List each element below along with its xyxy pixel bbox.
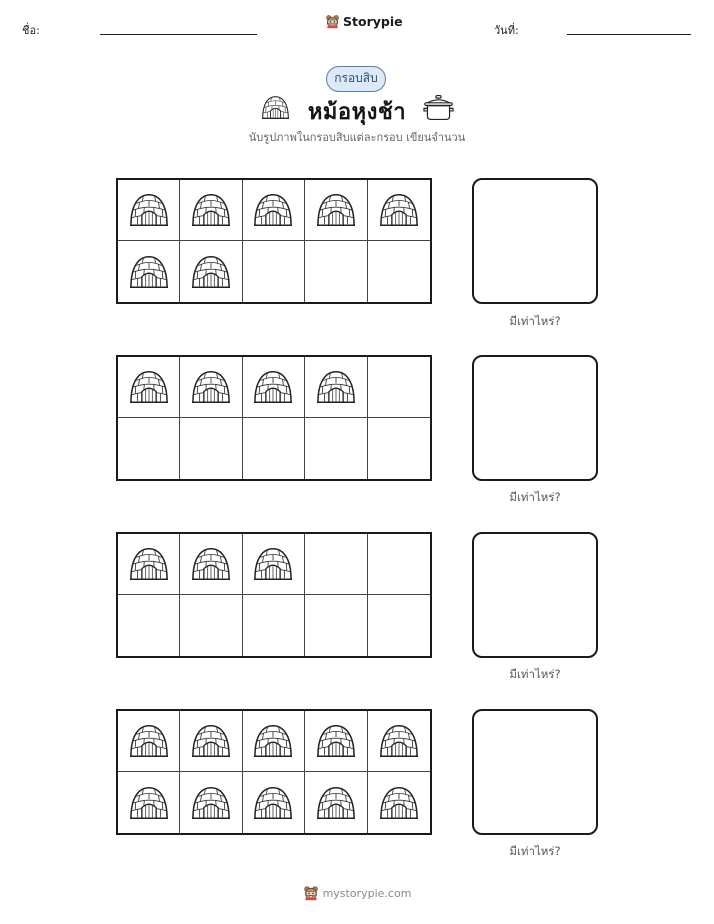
question-1: มีเท่าไหร่?	[509, 314, 561, 328]
frame-cell	[368, 772, 430, 833]
footer	[0, 884, 714, 902]
frame-cell	[243, 711, 305, 772]
ten-frame-1	[116, 178, 432, 304]
name-label: ชื่อ:	[22, 24, 40, 37]
frame-cell	[118, 534, 180, 595]
frame-cell	[243, 418, 305, 479]
cooking-pot-icon	[421, 93, 456, 122]
answer-box-3[interactable]	[472, 532, 598, 658]
answer-box-2[interactable]	[472, 355, 598, 481]
igloo-icon	[315, 191, 357, 229]
frame-cell	[243, 241, 305, 302]
date-label: วันที่:	[494, 24, 519, 37]
frame-cell	[305, 711, 367, 772]
igloo-icon	[190, 784, 232, 822]
frame-cell	[368, 180, 430, 241]
igloo-icon	[252, 368, 294, 406]
category-badge: กรอบสิบ	[326, 66, 386, 92]
frame-cell	[243, 180, 305, 241]
brand-logo	[325, 13, 403, 30]
frame-cell	[118, 711, 180, 772]
igloo-icon	[128, 191, 170, 229]
igloo-icon	[128, 722, 170, 760]
frame-cell	[305, 534, 367, 595]
igloo-icon	[128, 545, 170, 583]
frame-cell	[180, 357, 242, 418]
frame-cell	[243, 595, 305, 656]
ten-frame-3	[116, 532, 432, 658]
igloo-icon	[190, 722, 232, 760]
frame-cell	[118, 595, 180, 656]
name-write-line[interactable]	[100, 34, 257, 35]
igloo-icon	[252, 722, 294, 760]
frame-cell	[118, 772, 180, 833]
frame-cell	[305, 241, 367, 302]
igloo-icon	[252, 784, 294, 822]
frame-cell	[305, 595, 367, 656]
frame-cell	[305, 418, 367, 479]
bear-mascot-icon	[303, 884, 319, 902]
frame-cell	[368, 711, 430, 772]
question-4: มีเท่าไหร่?	[509, 844, 561, 858]
frame-cell	[180, 711, 242, 772]
frame-cell	[305, 772, 367, 833]
igloo-icon	[260, 94, 291, 121]
frame-cell	[368, 595, 430, 656]
frame-cell	[243, 772, 305, 833]
brand-name: Storypie	[343, 14, 403, 29]
frame-cell	[180, 772, 242, 833]
frame-cell	[305, 180, 367, 241]
page-title: หม้อหุงช้า	[307, 100, 407, 125]
frame-cell	[180, 418, 242, 479]
igloo-icon	[378, 722, 420, 760]
igloo-icon	[315, 784, 357, 822]
frame-cell	[118, 180, 180, 241]
frame-cell	[180, 595, 242, 656]
frame-cell	[118, 357, 180, 418]
frame-cell	[243, 534, 305, 595]
igloo-icon	[190, 368, 232, 406]
question-3: มีเท่าไหร่?	[509, 667, 561, 681]
igloo-icon	[128, 253, 170, 291]
instructions: นับรูปภาพในกรอบสิบแต่ละกรอบ เขียนจำนวน	[248, 131, 466, 144]
frame-cell	[243, 357, 305, 418]
igloo-icon	[190, 545, 232, 583]
frame-cell	[368, 357, 430, 418]
frame-cell	[368, 418, 430, 479]
frame-cell	[180, 180, 242, 241]
date-write-line[interactable]	[567, 34, 691, 35]
frame-cell	[118, 241, 180, 302]
igloo-icon	[128, 368, 170, 406]
igloo-icon	[128, 784, 170, 822]
question-2: มีเท่าไหร่?	[509, 490, 561, 504]
igloo-icon	[378, 191, 420, 229]
frame-cell	[368, 534, 430, 595]
frame-cell	[305, 357, 367, 418]
igloo-icon	[315, 722, 357, 760]
answer-box-4[interactable]	[472, 709, 598, 835]
igloo-icon	[190, 191, 232, 229]
ten-frame-4	[116, 709, 432, 835]
ten-frame-2	[116, 355, 432, 481]
igloo-icon	[252, 191, 294, 229]
frame-cell	[180, 241, 242, 302]
frame-cell	[180, 534, 242, 595]
footer-site: mystorypie.com	[322, 886, 412, 900]
igloo-icon	[378, 784, 420, 822]
igloo-icon	[190, 253, 232, 291]
answer-box-1[interactable]	[472, 178, 598, 304]
igloo-icon	[252, 545, 294, 583]
bear-mascot-icon	[325, 13, 340, 30]
frame-cell	[118, 418, 180, 479]
igloo-icon	[315, 368, 357, 406]
frame-cell	[368, 241, 430, 302]
